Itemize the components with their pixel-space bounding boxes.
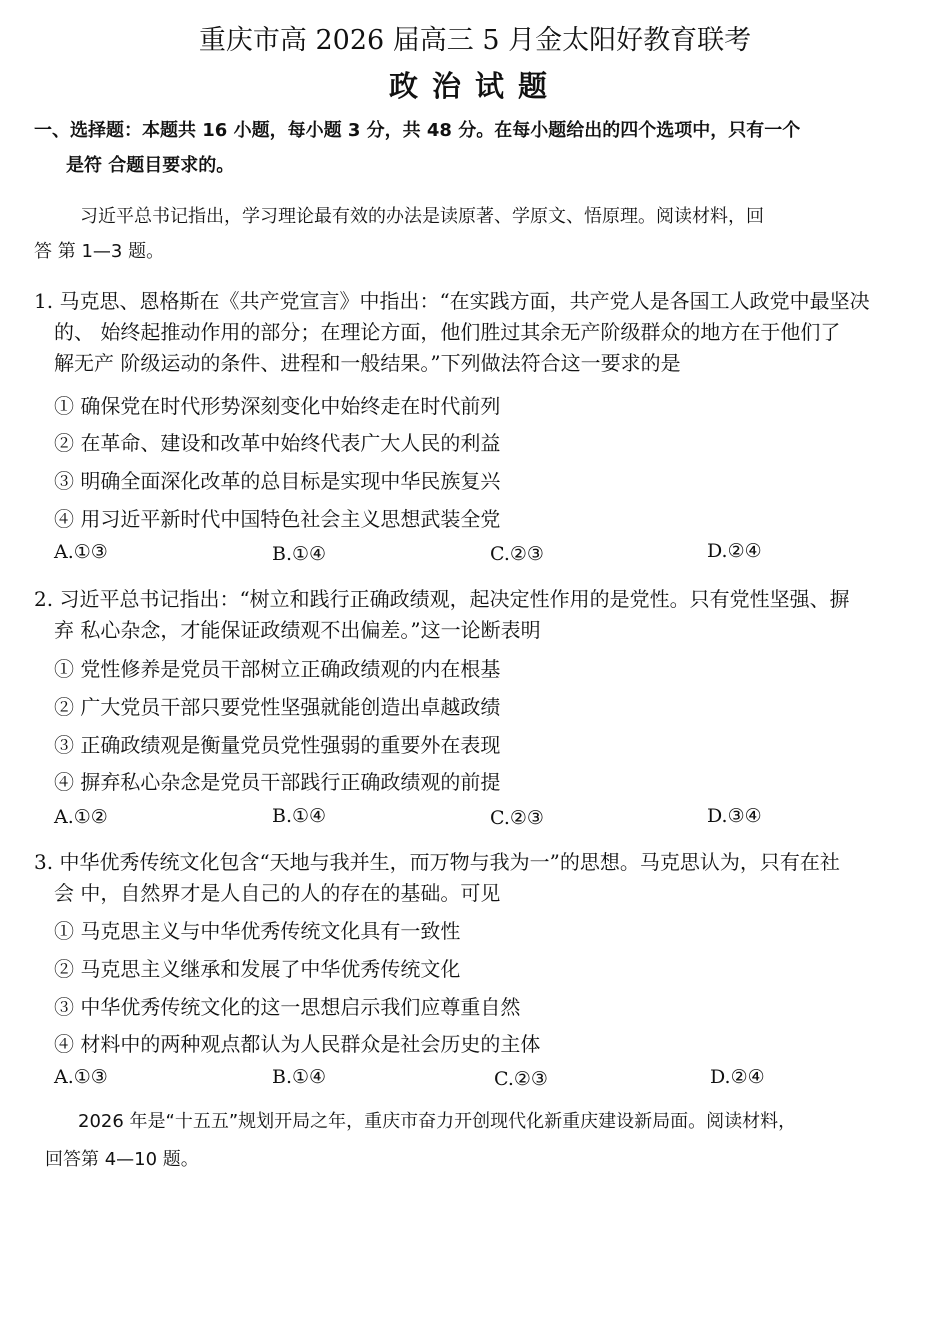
question-1-statement: ① 确保党在时代形势深刻变化中始终走在时代前列 — [54, 394, 501, 418]
question-1-choice-b[interactable]: B.①④ — [272, 543, 327, 565]
question-3-stem: 会 中，自然界才是人自己的人的存在的基础。可见 — [54, 881, 501, 905]
question-3-statement: ④ 材料中的两种观点都认为人民群众是社会历史的主体 — [54, 1032, 541, 1056]
section-heading-line1: 一、选择题：本题共 16 小题，每小题 3 分，共 48 分。在每小题给出的四个选项中，只有一个 — [34, 120, 801, 141]
question-2-statement: ① 党性修养是党员干部树立正确政绩观的内在根基 — [54, 657, 501, 681]
exam-subject: 政治试题 — [388, 69, 561, 103]
question-2-statement: ④ 摒弃私心杂念是党员干部践行正确政绩观的前提 — [54, 770, 501, 794]
question-3-choice-b[interactable]: B.①④ — [272, 1066, 327, 1088]
question-2-stem: 2. 习近平总书记指出：“树立和践行正确政绩观，起决定性作用的是党性。只有党性坚强、摒 — [34, 587, 850, 611]
question-1-choice-d[interactable]: D.②④ — [707, 540, 762, 562]
question-1-choice-a[interactable]: A.①③ — [54, 541, 108, 563]
question-3-choice-a[interactable]: A.①③ — [54, 1066, 108, 1088]
section-heading-line2: 是符 合题目要求的。 — [66, 155, 235, 176]
question-2-choice-b[interactable]: B.①④ — [272, 805, 327, 827]
question-2-choice-d[interactable]: D.③④ — [707, 805, 762, 827]
question-2-choice-a[interactable]: A.①② — [54, 806, 108, 828]
question-1-stem: 1. 马克思、恩格斯在《共产党宣言》中指出：“在实践方面，共产党人是各国工人政党中最坚决 — [34, 289, 870, 313]
question-3-choice-d[interactable]: D.②④ — [710, 1066, 765, 1088]
question-1-stem: 解无产 阶级运动的条件、进程和一般结果。”下列做法符合这一要求的是 — [54, 351, 681, 375]
question-3-statement: ② 马克思主义继承和发展了中华优秀传统文化 — [54, 957, 461, 981]
material-intro-2-line2: 回答第 4—10 题。 — [45, 1149, 199, 1170]
question-3-statement: ① 马克思主义与中华优秀传统文化具有一致性 — [54, 919, 461, 943]
exam-title: 重庆市高 2026 届高三 5 月金太阳好教育联考 — [198, 25, 752, 56]
question-2-statement: ② 广大党员干部只要党性坚强就能创造出卓越政绩 — [54, 695, 501, 719]
question-2-stem: 弃 私心杂念，才能保证政绩观不出偏差。”这一论断表明 — [54, 618, 541, 642]
question-2-choice-c[interactable]: C.②③ — [490, 807, 544, 829]
question-3-stem: 3. 中华优秀传统文化包含“天地与我并生，而万物与我为一”的思想。马克思认为，只有在社 — [34, 850, 840, 874]
material-intro-1-line2: 答 第 1—3 题。 — [34, 241, 165, 262]
question-1-statement: ③ 明确全面深化改革的总目标是实现中华民族复兴 — [54, 469, 501, 493]
material-intro-1-line1: 习近平总书记指出，学习理论最有效的办法是读原著、学原文、悟原理。阅读材料，回 — [80, 206, 764, 227]
question-3-choice-c[interactable]: C.②③ — [494, 1068, 548, 1090]
question-2-statement: ③ 正确政绩观是衡量党员党性强弱的重要外在表现 — [54, 733, 501, 757]
question-1-stem: 的、 始终起推动作用的部分；在理论方面，他们胜过其余无产阶级群众的地方在于他们了 — [54, 320, 841, 344]
question-1-statement: ④ 用习近平新时代中国特色社会主义思想武装全党 — [54, 507, 501, 531]
question-3-statement: ③ 中华优秀传统文化的这一思想启示我们应尊重自然 — [54, 995, 521, 1019]
question-1-choice-c[interactable]: C.②③ — [490, 543, 544, 565]
material-intro-2-line1: 2026 年是“十五五”规划开局之年，重庆市奋力开创现代化新重庆建设新局面。阅读材料， — [78, 1111, 797, 1132]
question-1-statement: ② 在革命、建设和改革中始终代表广大人民的利益 — [54, 431, 501, 455]
